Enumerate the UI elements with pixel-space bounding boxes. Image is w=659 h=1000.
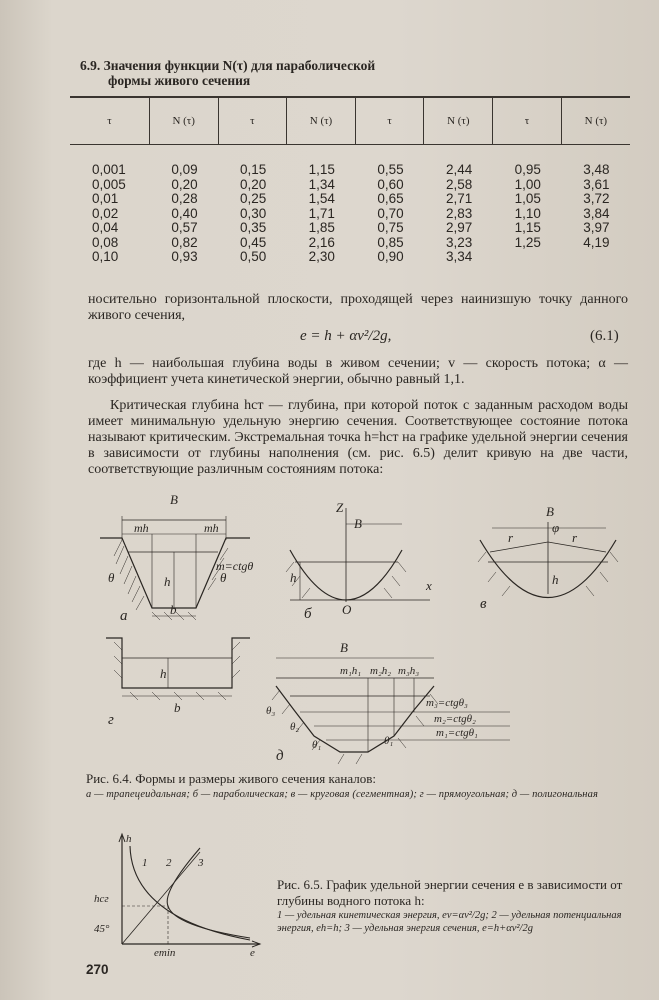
table-title-line2: формы живого сечения [108,73,251,88]
table-cell: 1,25 [514,234,541,250]
table-header-cell: N (τ) [287,97,356,145]
label-theta1-left: θ₁ [312,739,322,751]
figure-6-5 [90,832,270,959]
table-cell: 4,19 [583,234,610,250]
label-B-b: B [354,516,362,531]
angle-45-label: 45° [94,923,110,935]
table-cell: 0,02 [92,205,119,221]
table-cell: 2,44 [445,162,473,177]
label-mh-left: mh [134,521,149,535]
curve-3-label: 3 [198,857,204,869]
table-cell: 2,16 [308,234,335,250]
table-cell: 0,82 [171,234,198,250]
label-x: x [426,578,432,593]
label-m2h2: m₂h₂ [370,665,392,677]
table-cell: 3,97 [583,220,610,235]
label-fig-c: в [480,596,487,612]
label-fig-b: б [304,606,312,622]
figure-6-4 [100,490,640,780]
label-B-e: B [340,640,348,655]
table-cell: 0,01 [92,191,119,206]
table-cell: 1,85 [308,220,335,235]
label-m3h3: m₃h₃ [398,665,420,677]
label-m-ctg-theta: m=ctgθ [216,559,254,573]
table-cell: 0,85 [377,234,404,250]
table-cell: 0,20 [171,176,198,192]
page-number: 270 [86,962,109,977]
label-h-d: h [160,666,167,681]
table-cell: 0,005 [92,176,126,192]
table-header-cell: τ [218,97,287,145]
table-cell: 0,001 [92,162,126,177]
table-cell: 0,40 [171,205,198,221]
figure-6-4-caption: Рис. 6.4. Формы и размеры живого сечения каналов: [86,771,376,786]
table-cell: 0,65 [377,191,404,206]
table-cell: 0,08 [92,234,119,250]
emin-label: emin [154,947,176,959]
table-cell: 3,48 [583,162,610,177]
table-cell: 0,30 [240,205,267,221]
table-cell: 1,00 [514,176,541,192]
table-header-cell: N (τ) [424,97,493,145]
table-cell: 0,25 [240,191,267,206]
paragraph-continuation: носительно горизонтальной плоскости, проходящей через наинизшую точку данного живого сечения, [88,292,628,323]
table-cell: 0,04 [92,220,119,235]
label-h-c: h [552,572,559,587]
label-r-right: r [572,530,578,545]
table-header-cell: τ [355,97,424,145]
table-row [70,221,630,236]
table-cell: 1,10 [514,205,541,221]
table-body [70,145,630,265]
table-cell: 0,15 [240,162,267,177]
table-cell: 1,05 [514,191,541,206]
table-cell: 0,10 [92,249,119,264]
label-phi: φ [552,520,560,535]
figure-6-5-caption: Рис. 6.5. График удельной энергии сечения e в зависимости от глубины водного потока h: [277,877,623,908]
table-title [80,58,500,88]
table-cell: 0,35 [240,220,267,235]
figure-6-4-caption-detail: а — трапецеидальная; б — параболическая; в — круговая (сегментная); г — прямоугольная; д — полигональная [86,789,598,800]
table-cell: 0,93 [171,249,198,264]
table-cell: 1,54 [308,191,335,206]
table-cell: 0,70 [377,205,404,221]
table-cell [493,250,562,265]
table-cell: 0,95 [514,162,541,177]
equation-6-1: e = h + αv²/2g, [300,328,392,344]
fig65-axis-h: h [126,833,132,845]
table-cell: 3,34 [445,249,473,264]
label-m2-ctg: m₂=ctgθ₂ [434,713,476,725]
fig65-axis-e: e [250,947,255,959]
curve-2-label: 2 [166,857,172,869]
table-header-cell: N (τ) [149,97,218,145]
table-row [70,207,630,222]
figure-6-5-caption-detail: 1 — удельная кинетическая энергия, ev=αv²/2g; 2 — удельная потенциальная энергия, eh=h; 3 — удельная энергия сечения, e=h+αv²/2g [277,910,622,934]
rectangular-section [106,638,250,700]
table-cell: 0,45 [240,234,267,250]
table-cell: 2,83 [445,205,473,221]
label-h-a: h [164,574,171,589]
table-cell: 0,75 [377,220,404,235]
table-row [70,236,630,251]
table-header-cell: τ [70,97,149,145]
label-theta1-right: θ₁ [384,735,394,747]
table-cell: 0,28 [171,191,198,206]
label-B-c: B [546,504,554,519]
table-cell: 1,71 [308,205,335,221]
label-r-left: r [508,530,514,545]
hcr-label: hсг [94,893,109,905]
table-row [70,192,630,207]
table-header-row [70,97,630,145]
label-h-b: h [290,570,297,585]
table-cell: 3,72 [583,191,610,206]
table-title-line1: 6.9. Значения функции N(τ) для параболической [80,58,376,73]
table-cell: 0,90 [377,249,404,264]
table-header-cell: N (τ) [561,97,630,145]
circular-section [478,522,618,598]
label-B-a: B [170,492,178,507]
equation-number: (6.1) [590,328,619,344]
table-cell: 0,50 [240,249,267,264]
label-m3-ctg: m₃=ctgθ₃ [426,697,468,709]
n-tau-table [70,96,630,265]
table-cell: 0,57 [171,220,198,235]
label-fig-a: а [120,608,128,624]
label-m1h1: m₁h₁ [340,665,362,677]
paragraph-definitions: где h — наибольшая глубина воды в живом сечении; v — скорость потока; α — коэффициент учета кинетической энергии, обычно равный 1,1. [88,356,628,387]
label-fig-e: д [276,748,284,764]
label-Z: Z [336,500,344,515]
table-cell: 0,60 [377,176,404,192]
table-cell: 0,55 [377,162,404,177]
table-cell: 2,71 [445,191,473,206]
table-row [70,178,630,193]
label-b-a: b [170,602,177,617]
table-header-cell: τ [493,97,562,145]
label-mh-right: mh [204,521,219,535]
table-cell: 3,84 [583,205,610,221]
label-theta-right: θ [220,570,227,585]
table-cell: 1,34 [308,176,335,192]
label-theta3: θ₃ [266,705,276,717]
table-cell: 2,97 [445,220,473,235]
table-cell: 1,15 [308,162,335,177]
label-O: O [342,602,352,617]
table-cell: 2,30 [308,249,335,264]
table-row [70,145,630,178]
label-theta2: θ₂ [290,721,300,733]
table-cell: 1,15 [514,220,541,235]
table-cell: 3,61 [583,176,610,192]
label-b-d: b [174,700,181,715]
table-cell: 0,09 [171,162,198,177]
table-row [70,250,630,265]
curve-1-label: 1 [142,857,148,869]
label-theta-left: θ [108,570,115,585]
paragraph-critical-depth: Критическая глубина hст — глубина, при которой поток с заданным расходом воды имеет минимальную удельную энергию сечения. Соответствующее состояние потока называют критическим. Экстремальная точка h=hст на графике удельной энергии сечения в зависимости от глубины наполнения (см. рис. 6.5) делит кривую на две части, соответствующие различным состояниям потока: [88,398,628,477]
table-cell: 3,23 [445,234,473,250]
label-m1-ctg: m₁=ctgθ₁ [436,727,478,739]
label-fig-d: г [108,712,114,728]
table-cell [561,250,630,265]
table-cell: 2,58 [445,176,473,192]
table-cell: 0,20 [240,176,267,192]
